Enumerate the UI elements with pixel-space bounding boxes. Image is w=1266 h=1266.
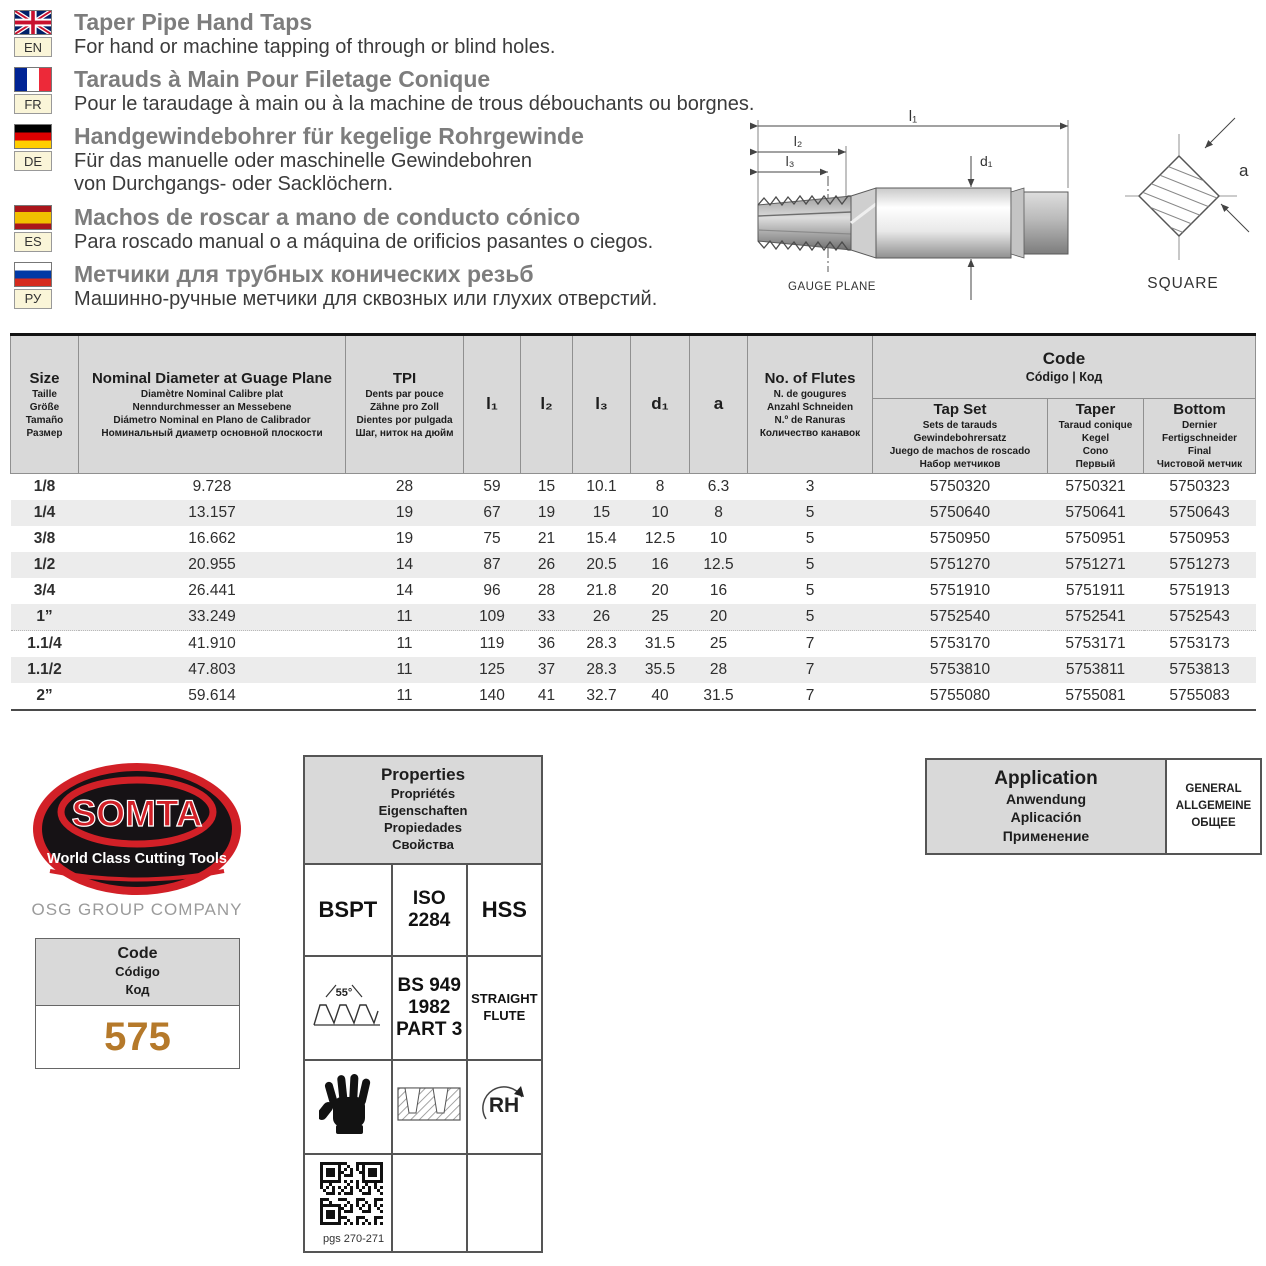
cell-l3: 32.7 [586,687,617,704]
language-text [74,262,657,311]
cell-taper: 5751911 [1065,582,1126,599]
cell-l2: 36 [537,635,556,652]
col-sub-bottom: Fertigschneider [1162,433,1238,444]
de-flag-icon [14,124,52,149]
application-value [1167,760,1260,853]
cell-l1: 140 [479,687,505,704]
col-sub-taper: Taraud conique [1058,420,1133,431]
cell-l2: 15 [537,478,556,495]
col-sub-nominal: Nenndurchmesser an Messebene [132,401,292,413]
es-flag-icon [14,205,52,230]
cell-tap_set: 5751270 [929,556,991,573]
bspt-label-line: BSPT [318,896,378,922]
straight-flute-label-line: FLUTE [483,1007,526,1023]
bs-standard-label-line: PART 3 [396,1018,463,1040]
language-code-badge: FR [14,94,52,114]
cell-taper: 5753811 [1065,661,1126,678]
cell-flutes: 7 [805,635,815,652]
hss-label [467,864,542,956]
application-title: Application [994,767,1098,789]
col-sub-taper: Первый [1075,459,1116,470]
language-description: Para roscado manual o a máquina de orificios pasantes o ciegos. [74,230,654,253]
col-title-size: Size [29,369,60,387]
cell-l1: 67 [483,504,501,521]
language-text [74,124,584,197]
cell-d1: 10 [651,504,669,521]
qr-code [318,1214,385,1231]
cell-l3: 21.8 [586,582,617,599]
cell-l1: 119 [479,635,505,652]
cell-flutes: 3 [805,478,815,495]
cell-size: 1” [11,604,79,631]
cell-tpi: 14 [395,582,414,599]
language-code-badge: РУ [14,289,52,309]
iso-standard-label-line: ISO [412,887,446,909]
col-header-tap_set [873,399,1048,474]
cell-l2: 26 [537,556,556,573]
properties-row [304,1154,542,1252]
table-row [11,526,1256,552]
cell-l2: 19 [537,504,556,521]
code-box-title: Code [117,945,158,962]
qr-code [304,1154,392,1252]
col-header-l2 [521,335,573,474]
cell-size: 2” [36,687,53,704]
cell-flutes: 5 [805,530,815,547]
square-label: SQUARE [1147,275,1219,292]
cell-nominal: 16.662 [188,530,236,547]
col-title-l3: l₃ [595,394,608,414]
cell-d1: 40 [651,687,669,704]
col-title-tpi: TPI [392,369,417,387]
cell-nominal: 20.955 [188,556,236,573]
language-text [74,205,653,254]
col-sub-bottom: Final [1187,446,1212,457]
bs-standard-label [392,956,467,1060]
col-title-d1: d₁ [651,394,669,414]
language-code-badge: DE [14,151,52,171]
col-header-l1 [464,335,521,474]
cell-flutes: 5 [748,604,873,631]
flag-unit-es [14,205,54,254]
col-sub-size: Размер [26,427,63,439]
cell-l3: 15 [592,504,611,521]
col-header-size [11,335,79,474]
cell-a: 12.5 [703,556,734,573]
cell-d1: 16 [651,556,669,573]
application-value-ru: ОБЩЕЕ [1191,816,1236,829]
cell-a: 20 [690,604,748,631]
cell-tap_set: 5751910 [929,582,991,599]
cell-l2: 28 [537,582,556,599]
cell-nominal: 26.441 [188,582,236,599]
flag-unit-uk [14,10,54,59]
dim-l2-label: l₂ [793,133,803,149]
cell-nominal: 59.614 [188,687,236,704]
properties-row [304,864,542,956]
table-row [11,578,1256,604]
col-header-taper [1048,399,1144,474]
cell-tap_set: 5750950 [929,530,991,547]
dim-l3-label: l₃ [785,153,795,169]
cell-l3: 28.3 [586,635,617,652]
technical-drawing [746,104,1261,309]
col-sub-size: Tamaño [25,414,64,426]
cell-tpi: 11 [396,687,413,704]
col-sub-flutes: N.º de Ranuras [774,414,846,426]
language-title: Метчики для трубных конических резьб [74,260,534,287]
language-block-es [14,205,759,254]
rh-rotation-icon [471,1094,537,1137]
col-sub-tap_set: Gewindebohrersatz [913,433,1007,444]
cell-l2: 33 [521,604,573,631]
fr-flag-icon [14,67,52,92]
cell-size: 1.1/2 [27,661,62,678]
col-sub-tpi: Шаг, ниток на дюйм [355,427,454,439]
cell-tap_set: 5753170 [929,635,991,652]
language-text [74,10,555,59]
col-sub-tpi: Dents par pouce [365,388,444,400]
qr-caption: pgs 270-271 [323,1233,385,1246]
col-title-flutes: No. of Flutes [764,369,856,387]
cell-taper: 5753171 [1065,635,1126,652]
bs-standard-label-line: 1982 [408,996,451,1018]
code-group-subtitle: Código | Код [1025,370,1103,385]
cell-tap_set: 5750320 [929,478,991,495]
cell-nominal: 33.249 [79,604,346,631]
code-group-title: Code [1042,348,1086,368]
cell-size: 3/8 [33,530,56,547]
bs-standard-label-line: BS 949 [397,974,461,996]
tap-drawing [746,104,1091,306]
col-header-l3 [573,335,631,474]
flag-unit-fr [14,67,54,116]
table-row [11,683,1256,710]
cell-taper: 5750321 [1065,478,1126,495]
cell-taper: 5755081 [1065,687,1126,704]
cell-tpi: 19 [395,504,414,521]
square-drawing [1117,104,1257,306]
col-header-tpi [346,335,464,474]
col-sub-flutes: Количество канавок [759,427,861,439]
cell-nominal: 47.803 [188,661,236,678]
cell-bottom: 5752543 [1144,604,1256,631]
properties-header [303,755,543,863]
cell-a: 31.5 [703,687,734,704]
cell-tap_set: 5753810 [929,661,991,678]
cell-flutes: 5 [805,582,815,599]
rh-rotation-icon [467,1060,542,1154]
cell-bottom: 5750953 [1169,530,1230,547]
cell-size: 1/2 [33,556,56,573]
language-text [74,67,754,116]
cell-tpi: 11 [346,604,464,631]
properties-panel [303,755,543,1253]
col-sub-nominal: Номинальный диаметр основной плоскости [101,427,323,439]
col-sub-bottom: Чистовой метчик [1156,459,1243,470]
language-stack [14,10,759,319]
col-sub-tap_set: Набор метчиков [919,459,1001,470]
col-sub-flutes: Anzahl Schneiden [766,401,854,413]
table-row [11,631,1256,658]
flag-unit-de [14,124,54,197]
iso-standard-label [392,864,467,956]
cell-l3: 15.4 [586,530,617,547]
col-sub-taper: Kegel [1081,433,1110,444]
application-sub-de: Anwendung [1005,790,1087,807]
language-block-ru [14,262,759,311]
cell-tap_set: 5752540 [873,604,1048,631]
cell-l3: 26 [573,604,631,631]
ru-flag-icon [14,262,52,287]
cell-flutes: 7 [805,661,815,678]
properties-row [304,1060,542,1154]
cell-d1: 12.5 [644,530,676,547]
col-sub-tpi: Dientes por pulgada [356,414,453,426]
application-sub-es: Aplicación [1010,809,1082,826]
col-sub-taper: Cono [1082,446,1109,457]
glove-icon [319,1124,377,1141]
properties-grid [303,863,543,1253]
cell-l2: 41 [537,687,556,704]
cell-flutes: 5 [805,504,815,521]
code-box-sub-es: Código [115,964,160,979]
osg-group-label: OSG GROUP COMPANY [31,900,243,919]
code-box-sub-ru: Код [125,981,150,997]
somta-logo [28,760,246,903]
col-header-bottom [1144,399,1256,474]
cell-l1: 75 [483,530,501,547]
col-header-a [690,335,748,474]
cell-d1: 25 [631,604,690,631]
application-panel [925,758,1262,855]
language-title: Machos de roscar a mano de conducto cónico [74,203,581,230]
cell-a: 16 [709,582,728,599]
col-sub-size: Taille [32,388,57,400]
cell-size: 1.1/4 [27,635,62,652]
glove-icon [304,1060,392,1154]
cell-tpi: 19 [395,530,414,547]
gauge-plane-label: GAUGE PLANE [788,281,876,293]
cell-flutes: 5 [805,556,815,573]
cell-l1: 109 [464,604,521,631]
cell-l1: 125 [479,661,505,678]
col-title-l2: l₂ [540,394,553,414]
properties-header-line: Propiedades [383,820,463,836]
language-description: For hand or machine tapping of through or blind holes. [74,35,556,58]
cell-nominal: 13.157 [188,504,236,521]
properties-empty-cell [392,1154,467,1252]
pipe-section-icon [396,1112,462,1129]
cell-size: 1/8 [33,478,56,495]
cell-taper: 5751271 [1065,556,1126,573]
cell-tap_set: 5750640 [929,504,991,521]
svg-text:55°: 55° [335,987,353,1000]
cell-nominal: 9.728 [192,478,232,495]
cell-bottom: 5751913 [1169,582,1230,599]
col-sub-size: Größe [29,401,60,413]
col-title-l1: l₁ [486,394,498,414]
properties-header-line: Propriétés [390,786,456,801]
cell-bottom: 5750643 [1169,504,1230,521]
language-title: Handgewindebohrer für kegelige Rohrgewinde [74,123,584,150]
bspt-label [304,864,392,956]
col-header-code-group [873,335,1256,399]
hss-label-line: HSS [481,896,527,922]
cell-nominal: 41.910 [188,635,236,652]
language-block-uk [14,10,759,59]
properties-empty-cell [467,1154,542,1252]
col-header-d1 [631,335,690,474]
cell-l3: 20.5 [586,556,617,573]
cell-size: 3/4 [33,582,56,599]
cell-bottom: 5751273 [1169,556,1230,573]
language-code-badge: EN [14,37,52,57]
application-header [927,760,1167,853]
col-header-nominal [79,335,346,474]
language-description: Für das manuelle oder maschinelle Gewindebohren [74,150,533,173]
col-sub-nominal: Diámetro Nominal en Plano de Calibrador [113,414,311,426]
dim-l1-label: l₁ [908,108,918,125]
cell-l3: 28.3 [586,661,617,678]
series-code-value: 575 [104,1014,171,1059]
language-block-de [14,124,759,197]
table-row [11,657,1256,683]
cell-a: 10 [709,530,728,547]
table-row [11,552,1256,578]
col-sub-nominal: Diamètre Nominal Calibre plat [140,388,284,400]
thread-profile-icon [304,956,392,1060]
language-title: Tarauds à Main Pour Filetage Conique [74,66,491,93]
cell-taper: 5752541 [1048,604,1144,631]
cell-l2: 21 [537,530,556,547]
col-title-taper: Taper [1075,401,1116,418]
flag-unit-ru [14,262,54,311]
properties-header-line: Свойства [392,837,454,853]
col-sub-bottom: Dernier [1182,420,1218,431]
language-block-fr [14,67,759,116]
application-value-en: GENERAL [1185,783,1242,796]
cell-d1: 31.5 [644,635,676,652]
cell-l1: 96 [483,582,501,599]
col-title-bottom: Bottom [1173,401,1226,418]
cell-flutes: 7 [805,687,815,704]
application-value-de: ALLGEMEINE [1175,800,1252,813]
iso-standard-label-line: 2284 [408,909,451,931]
properties-header-line: Properties [380,765,466,784]
uk-flag-icon [14,10,52,35]
cell-bottom: 5753173 [1169,635,1230,652]
cell-d1: 20 [651,582,669,599]
cell-a: 8 [714,504,723,521]
table-row [11,500,1256,526]
dim-d1-label: d₁ [980,153,993,169]
thread-profile-icon [312,987,384,1033]
cell-l1: 87 [483,556,501,573]
dim-a-label: a [1239,161,1249,180]
col-title-tap_set: Tap Set [933,401,987,418]
col-sub-flutes: N. de gougures [773,388,847,400]
language-code-badge: ES [14,232,52,252]
cell-a: 28 [709,661,728,678]
language-description: Машинно-ручные метчики для сквозных или глухих отверстий. [74,287,658,310]
properties-row [304,956,542,1060]
properties-header-line: Eigenschaften [378,803,468,819]
straight-flute-label [467,956,542,1060]
col-title-a: a [713,394,724,414]
logo-text: SOMTA [71,793,203,834]
cell-tpi: 11 [396,661,413,678]
straight-flute-label-line: STRAIGHT [471,990,538,1006]
cell-l3: 10.1 [586,478,617,495]
cell-taper: 5750641 [1065,504,1126,521]
language-title: Taper Pipe Hand Taps [74,9,313,35]
cell-tpi: 14 [395,556,414,573]
col-header-flutes [748,335,873,474]
cell-l1: 59 [483,478,501,495]
cell-l2: 37 [537,661,556,678]
language-description: von Durchgangs- oder Sacklöchern. [74,173,394,196]
col-sub-tap_set: Sets de tarauds [922,420,998,431]
cell-tap_set: 5755080 [929,687,991,704]
svg-text:RH: RH [489,1094,520,1118]
col-sub-tap_set: Juego de machos de roscado [889,446,1031,457]
logo-tagline: World Class Cutting Tools [47,851,227,867]
cell-bottom: 5753813 [1169,661,1230,678]
language-description: Pour le taraudage à main ou à la machine de trous débouchants ou borgnes. [74,92,755,115]
cell-bottom: 5755083 [1169,687,1230,704]
table-row [11,604,1256,631]
cell-d1: 8 [655,478,665,495]
cell-a: 6.3 [707,478,730,495]
code-box-header [36,939,239,1006]
cell-tpi: 11 [396,635,413,652]
code-box [35,938,240,1069]
cell-a: 25 [709,635,728,652]
pipe-section-icon [392,1060,467,1154]
spec-table [10,333,1256,711]
col-sub-tpi: Zähne pro Zoll [370,401,439,413]
cell-size: 1/4 [33,504,56,521]
table-row [11,474,1256,501]
cell-d1: 35.5 [644,661,676,678]
application-sub-ru: Применение [1002,827,1090,844]
col-title-nominal: Nominal Diameter at Guage Plane [91,369,333,387]
cell-bottom: 5750323 [1169,478,1230,495]
cell-taper: 5750951 [1065,530,1126,547]
cell-tpi: 28 [395,478,414,495]
